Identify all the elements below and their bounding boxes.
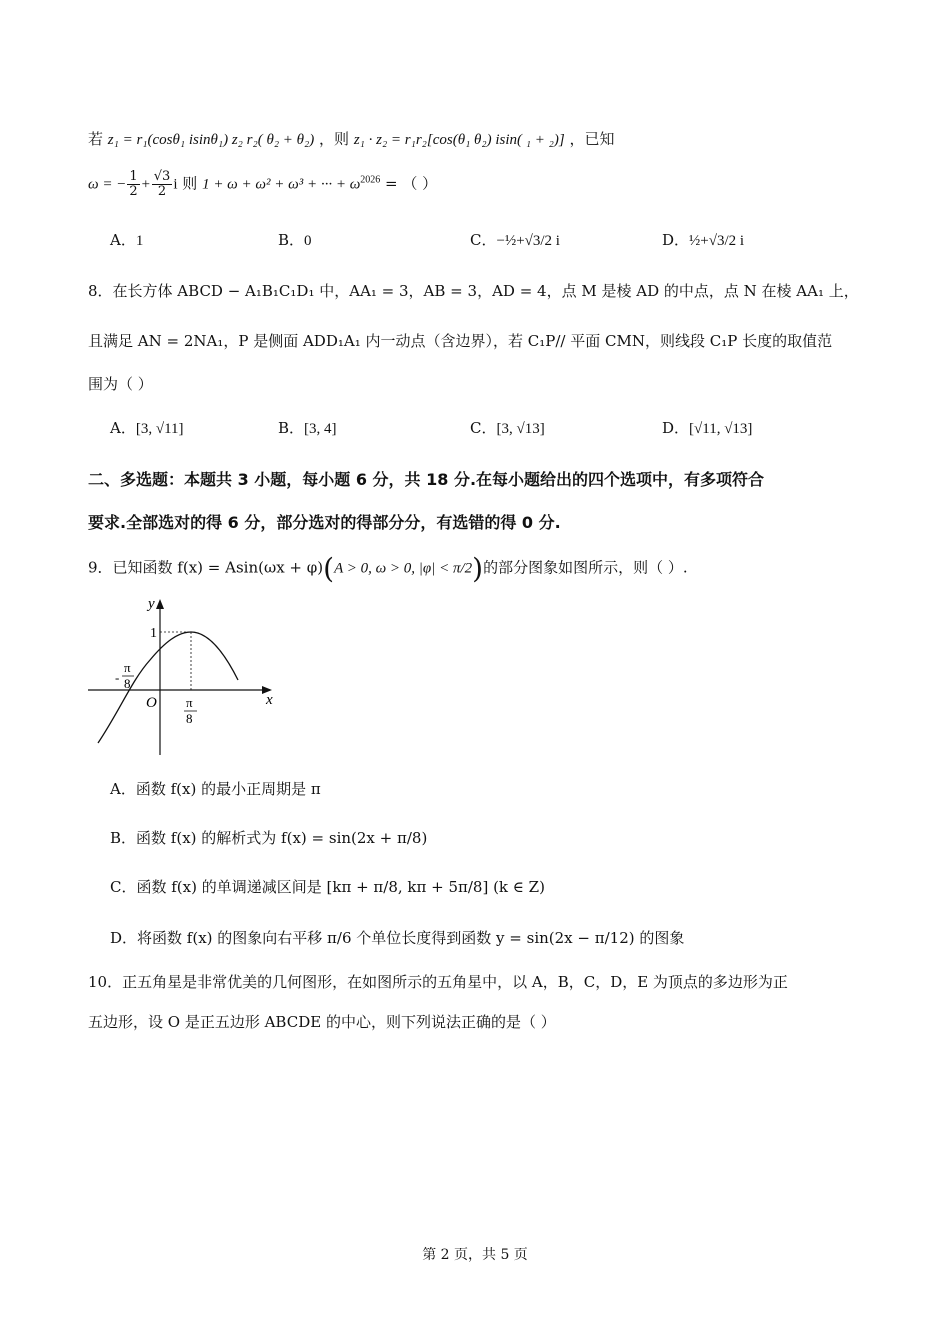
q9-stem: 9．已知函数 f(x) = Asin(ωx + φ)(A > 0, ω > 0, |φ| < π/2)的部分图象如图所示，则（ ）.	[88, 552, 688, 585]
q7-exponent: 2026	[360, 174, 381, 186]
q7-imag-unit: i	[173, 176, 178, 193]
q7-blank: = （ ）	[380, 174, 438, 193]
q7-sum-formula: 1 + ω + ω² + ω³ + ··· + ω	[202, 176, 361, 193]
page-footer: 第 2 页，共 5 页	[422, 1247, 528, 1263]
q8-option-c: C．[3, √13]	[470, 419, 545, 437]
x-tick-left-prefix: -	[115, 670, 120, 685]
q8-option-a: A．[3, √11]	[110, 419, 184, 437]
q9-option-c: C．函数 f(x) 的单调递减区间是 [kπ + π/8, kπ + 5π/8] (k ∈ Z)	[110, 878, 545, 896]
q7-line1-suffix: ，已知	[569, 130, 615, 148]
sine-curve	[98, 632, 238, 743]
q7-polar-form: z₁ = r₁(cosθ₁ isinθ₁) z₂ r₂( θ₂ + θ₂)	[107, 132, 315, 148]
q7-omega-frac1: $\frac{1}{2}$	[129, 169, 138, 199]
q7-omega-lhs: ω = −	[88, 176, 127, 193]
q7-line1-mid: ，则	[319, 130, 350, 148]
q7-option-d: D．½+√3/2 i	[662, 231, 745, 249]
q9-option-d: D．将函数 f(x) 的图象向右平移 π/6 个单位长度得到函数 y = sin(2x − π/12) 的图象	[110, 929, 685, 947]
q8-line3: 围为（ ）	[88, 375, 153, 393]
q9-function: 9．已知函数 f(x) = Asin(ωx + φ)	[88, 558, 324, 577]
x-tick-left-den: 8	[124, 676, 131, 691]
y-axis-label: y	[148, 596, 155, 612]
q10-line2: 五边形，设 O 是正五边形 ABCDE 的中心，则下列说法正确的是（ ）	[88, 1013, 556, 1031]
q7-line1-prefix: 若	[88, 130, 104, 148]
q7-option-b: B．0	[278, 231, 312, 249]
q10-line1: 10．正五角星是非常优美的几何图形，在如图所示的五角星中，以 A，B，C，D，E 为顶点的多边形为正	[88, 973, 788, 991]
y-axis-arrow	[156, 599, 164, 609]
q8-line2: 且满足 AN = 2NA₁，P 是侧面 ADD₁A₁ 内一动点（含边界），若 C₁P// 平面 CMN，则线段 C₁P 长度的取值范	[88, 332, 833, 350]
x-tick-left-num: π	[124, 660, 131, 675]
section2-heading-line1: 二、多选题：本题共 3 小题，每小题 6 分，共 18 分.在每小题给出的四个选项中，有多项符合	[88, 470, 765, 489]
q7-plus: +	[140, 176, 151, 193]
q7-line1	[88, 128, 614, 149]
q7-option-a: A．1	[110, 231, 144, 249]
x-axis-label: x	[266, 692, 273, 708]
q7-option-c: C．−½+√3/2 i	[470, 231, 560, 249]
q9-conditions: A > 0, ω > 0, |φ| < π/2	[334, 560, 473, 577]
section2-heading-line2: 要求.全部选对的得 6 分，部分选对的得部分分，有选错的得 0 分.	[88, 513, 561, 532]
origin-label: O	[146, 695, 157, 711]
q7-product-formula: z₁ · z₂ = r₁r₂[cos(θ₁ θ₂) isin( ₁ + ₂)]	[353, 132, 565, 148]
q7-omega-frac2: $\frac{√3}{2}$	[153, 169, 171, 199]
q8-option-b: B．[3, 4]	[278, 419, 337, 437]
x-tick-right-num: π	[186, 695, 193, 710]
y-tick-label: 1	[150, 626, 157, 641]
x-tick-right-den: 8	[186, 711, 193, 726]
q9-option-b: B．函数 f(x) 的解析式为 f(x) = sin(2x + π/8)	[110, 829, 428, 847]
q9-stem-suffix: 的部分图象如图所示，则（ ）.	[483, 558, 688, 577]
q9-option-a: A．函数 f(x) 的最小正周期是 π	[110, 780, 321, 798]
q8-line1: 8．在长方体 ABCD − A₁B₁C₁D₁ 中，AA₁ = 3，AB = 3，AD = 4，点 M 是棱 AD 的中点，点 N 在棱 AA₁ 上，	[88, 282, 859, 300]
q9-function-graph	[80, 590, 290, 760]
q8-option-d: D．[√11, √13]	[662, 419, 753, 437]
q7-line2-mid: 则	[182, 174, 198, 193]
q7-line2	[88, 170, 437, 199]
